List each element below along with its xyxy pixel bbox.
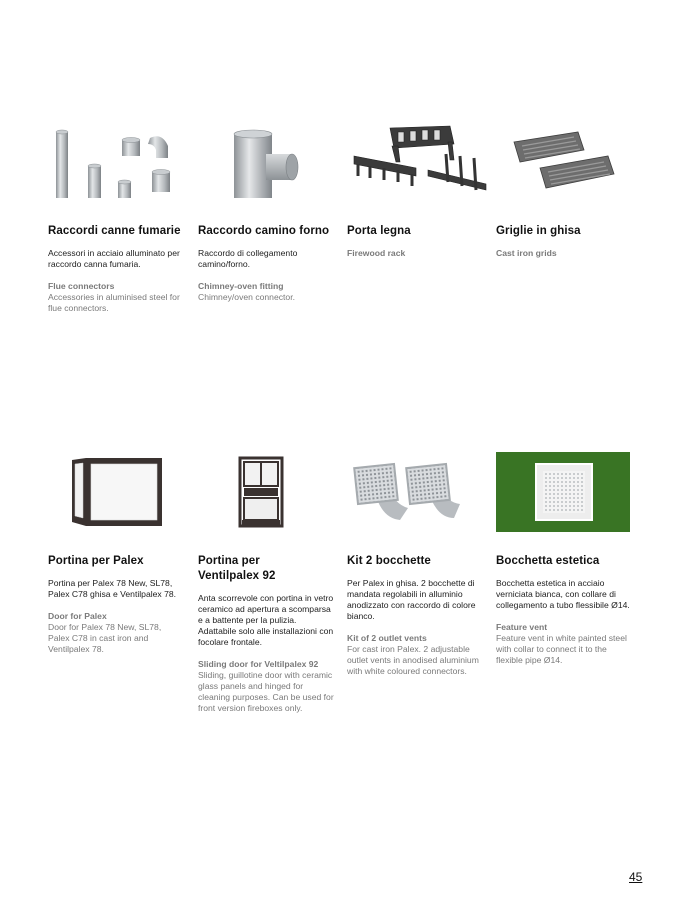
product-card	[48, 554, 184, 655]
product-card	[48, 224, 184, 314]
product-title: Portina per Ventilpalex 92	[198, 555, 276, 582]
product-card	[198, 224, 334, 303]
product-description-it: Per Palex in ghisa. 2 bocchette di mandata regolabili in alluminio anodizzato con raccordo di colore bianco.	[347, 578, 476, 621]
ventilpalex-door-image	[236, 456, 286, 528]
product-description-en: Accessories in aluminised steel for flue connectors.	[48, 292, 180, 313]
product-title-en: Kit of 2 outlet vents	[347, 633, 427, 643]
product-title: Raccordo camino forno	[198, 225, 330, 237]
product-title: Kit 2 bocchette	[347, 555, 431, 567]
product-card	[496, 224, 632, 259]
product-title-en: Chimney-oven fitting	[198, 281, 284, 291]
product-description-it: Anta scorrevole con portina in vetro ceramico ad apertura a scomparsa e a battente per la pulizia. Adattabile solo alle installazioni con focolare frontale.	[198, 593, 334, 647]
product-description-en: For cast iron Palex. 2 adjustable outlet vents in anodised aluminium with white coloured connectors.	[347, 644, 479, 676]
product-card	[347, 554, 483, 677]
feature-vent-image	[496, 452, 630, 532]
chimney-oven-fitting-image	[228, 128, 302, 200]
product-description-it: Bocchetta estetica in acciaio verniciata bianca, con collare di collegamento a tubo flessibile Ø14.	[496, 578, 630, 610]
product-title-en: Firewood rack	[347, 248, 406, 258]
product-title-en: Feature vent	[496, 622, 548, 632]
product-description-it: Accessori in acciaio alluminato per raccordo canna fumaria.	[48, 248, 180, 269]
product-title-en: Sliding door for Veltilpalex 92	[198, 659, 319, 669]
palex-door-image	[64, 456, 166, 528]
product-description-it: Portina per Palex 78 New, SL78, Palex C78 ghisa e Ventilpalex 78.	[48, 578, 177, 599]
outlet-vents-kit-image	[350, 460, 464, 526]
product-card	[496, 554, 632, 666]
product-title-en: Door for Palex	[48, 611, 107, 621]
product-title-en: Flue connectors	[48, 281, 115, 291]
product-description-it: Raccordo di collegamento camino/forno.	[198, 248, 298, 269]
product-title: Portina per Palex	[48, 555, 144, 567]
firewood-rack-image	[350, 120, 490, 198]
product-title: Bocchetta estetica	[496, 555, 600, 567]
product-title-en: Cast iron grids	[496, 248, 557, 258]
product-card	[347, 224, 483, 259]
product-card	[198, 554, 334, 714]
product-title: Porta legna	[347, 225, 411, 237]
product-title: Raccordi canne fumarie	[48, 225, 181, 237]
product-description-en: Sliding, guillotine door with ceramic glass panels and hinged for cleaning purposes. Can be used for front version fireboxes only.	[198, 670, 334, 713]
product-description-en: Chimney/oven connector.	[198, 292, 295, 302]
product-title: Griglie in ghisa	[496, 225, 581, 237]
product-description-en: Door for Palex 78 New, SL78, Palex C78 in cast iron and Ventilpalex 78.	[48, 622, 162, 654]
cast-iron-grids-image	[508, 128, 618, 196]
product-description-en: Feature vent in white painted steel with collar to connect it to the flexible pipe Ø14.	[496, 633, 627, 665]
page-number: 45	[629, 870, 643, 884]
flue-connectors-image	[50, 128, 180, 200]
